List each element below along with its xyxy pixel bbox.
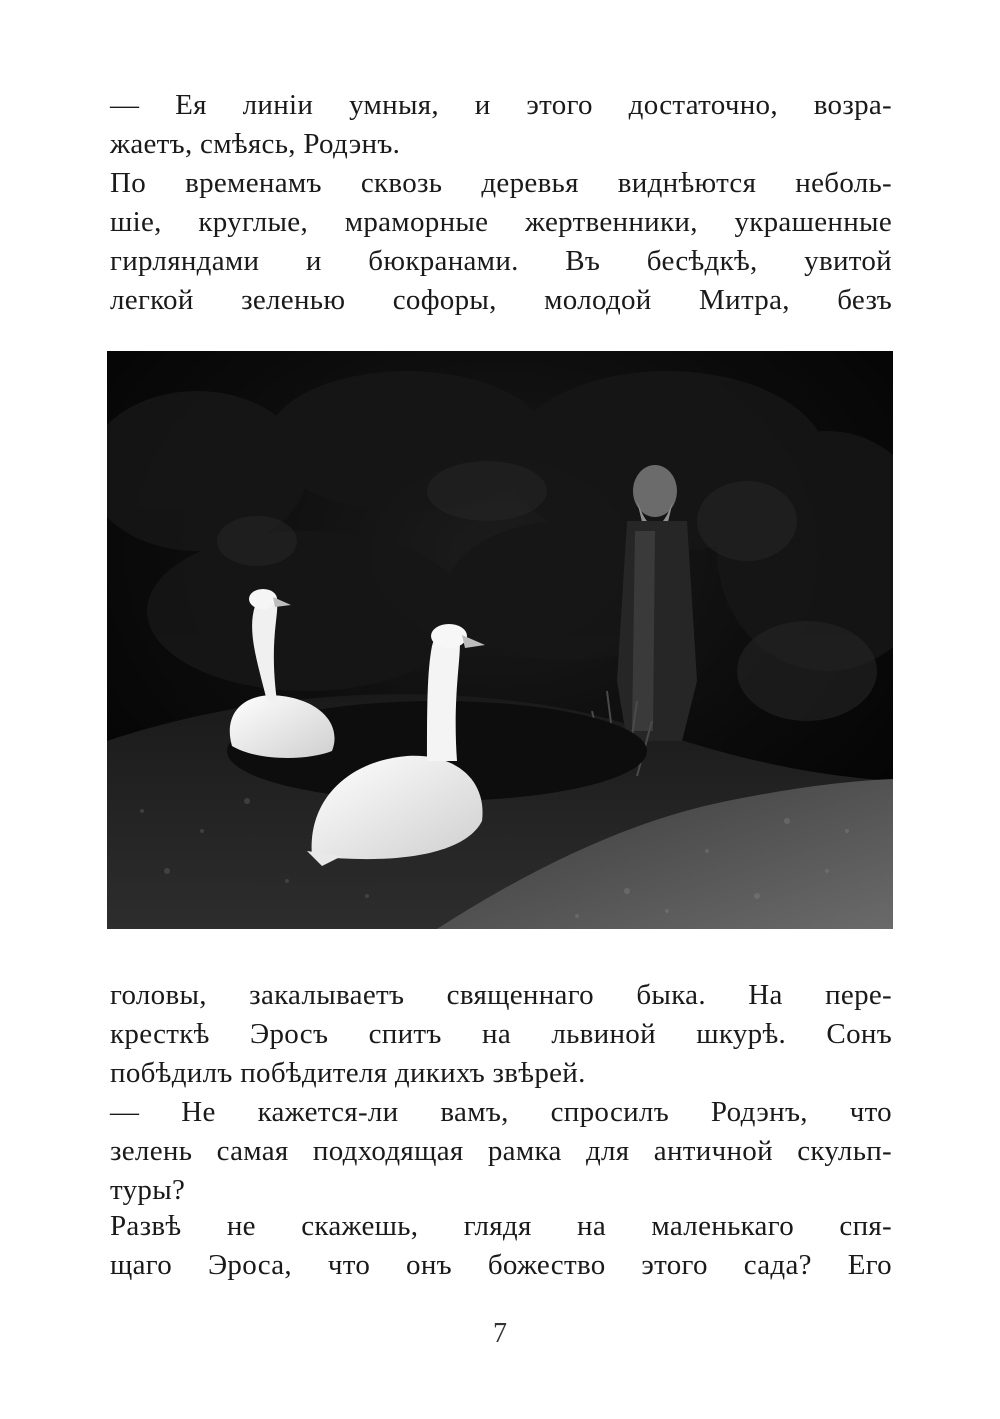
text-line: жаетъ, смѣясь, Родэнъ. bbox=[110, 128, 401, 160]
text-line: — Не кажется-ли вамъ, спросилъ Родэнъ, что bbox=[110, 1096, 892, 1128]
paragraph-3 bbox=[110, 976, 892, 1093]
text-line: головы, закалываетъ священнаго быка. На пере- bbox=[110, 979, 892, 1011]
text-line: легкой зеленью софоры, молодой Митра, безъ bbox=[110, 284, 892, 316]
text-line: щаго Эроса, что онъ божество этого сада? Его bbox=[110, 1249, 892, 1281]
text-line: зелень самая подходящая рамка для античной скульп- bbox=[110, 1135, 892, 1167]
page-number: 7 bbox=[493, 1318, 507, 1349]
text-line: По временамъ сквозь деревья виднѣются неболь- bbox=[110, 167, 892, 199]
paragraph-4 bbox=[110, 1093, 892, 1210]
text-line: туры? bbox=[110, 1174, 186, 1206]
text-line: гирляндами и бюкранами. Въ бесѣдкѣ, увитой bbox=[110, 245, 892, 277]
text-line: — Ея линіи умныя, и этого достаточно, возра- bbox=[110, 89, 892, 121]
paragraph-1 bbox=[110, 86, 892, 164]
text-line: побѣдилъ побѣдителя дикихъ звѣрей. bbox=[110, 1057, 586, 1089]
photo-illustration bbox=[107, 351, 893, 929]
text-line: кресткѣ Эросъ спитъ на львиной шкурѣ. Сонъ bbox=[110, 1018, 892, 1050]
text-line: Развѣ не скажешь, глядя на маленькаго спя- bbox=[110, 1210, 892, 1242]
paragraph-2 bbox=[110, 164, 892, 320]
paragraph-5 bbox=[110, 1207, 892, 1285]
text-line: шіе, круглые, мраморные жертвенники, украшенные bbox=[110, 206, 892, 238]
garden-swans-photo bbox=[107, 351, 893, 929]
